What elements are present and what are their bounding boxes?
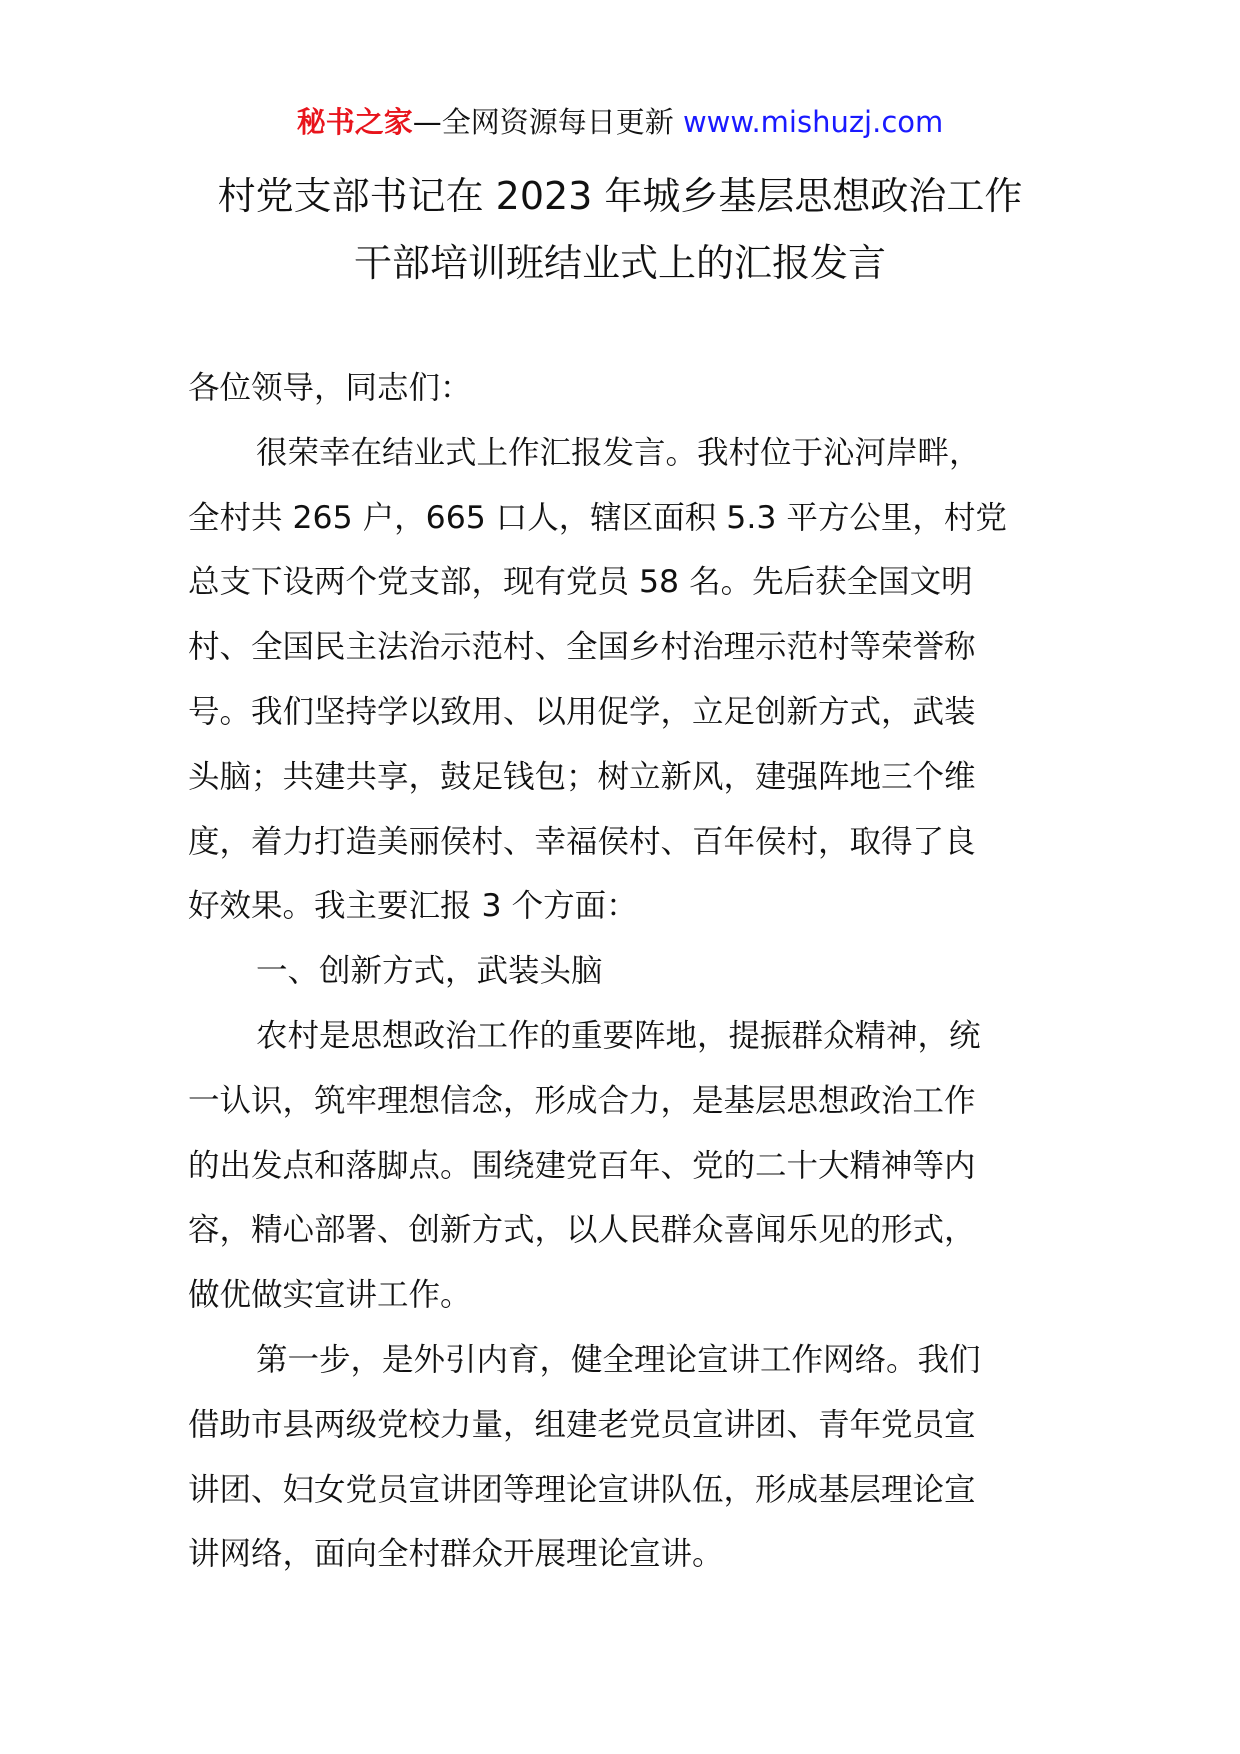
paragraph-line: 度，着力打造美丽侯村、幸福侯村、百年侯村，取得了良	[188, 823, 976, 860]
paragraph-line: 借助市县两级党校力量，组建老党员宣讲团、青年党员宣	[188, 1406, 976, 1443]
header-tagline: —全网资源每日更新	[412, 105, 683, 139]
salutation: 各位领导，同志们：	[188, 370, 472, 406]
paragraph-line: 讲团、妇女党员宣讲团等理论宣讲队伍，形成基层理论宣	[188, 1471, 976, 1508]
paragraph-line: 总支下设两个党支部，现有党员 58 名。先后获全国文明	[188, 564, 973, 601]
paragraph-line: 全村共 265 户，665 口人，辖区面积 5.3 平方公里，村党	[188, 499, 1007, 536]
paragraph-line: 的出发点和落脚点。围绕建党百年、党的二十大精神等内	[188, 1147, 976, 1184]
title-line-1: 村党支部书记在 2023 年城乡基层思想政治工作	[217, 174, 1023, 218]
paragraph-line: 讲网络，面向全村群众开展理论宣讲。	[188, 1536, 724, 1573]
document-title	[100, 163, 1140, 297]
paragraph-line: 头脑；共建共享，鼓足钱包；树立新风，建强阵地三个维	[188, 758, 976, 795]
paragraph-line: 农村是思想政治工作的重要阵地，提振群众精神，统	[256, 1017, 981, 1054]
paragraph-line: 做优做实宣讲工作。	[188, 1277, 472, 1314]
paragraph-line: 好效果。我主要汇报 3 个方面：	[188, 888, 638, 925]
paragraph-line: 一认识，筑牢理想信念，形成合力，是基层思想政治工作	[188, 1082, 976, 1119]
site-header	[0, 102, 1240, 142]
paragraph-line: 很荣幸在结业式上作汇报发言。我村位于沁河岸畔，	[256, 434, 981, 471]
paragraph-line: 村、全国民主法治示范村、全国乡村治理示范村等荣誉称	[188, 629, 976, 666]
document-body	[188, 356, 1058, 1587]
paragraph-line: 第一步，是外引内育，健全理论宣讲工作网络。我们	[256, 1341, 981, 1378]
title-line-2: 干部培训班结业式上的汇报发言	[353, 241, 886, 285]
paragraph-line: 号。我们坚持学以致用、以用促学，立足创新方式，武装	[188, 693, 976, 730]
section-heading: 一、创新方式，武装头脑	[256, 953, 603, 990]
brand-name: 秘书之家	[296, 105, 413, 139]
paragraph-line: 容，精心部署、创新方式，以人民群众喜闻乐见的形式，	[188, 1212, 976, 1249]
site-url-link[interactable]: www.mishuzj.com	[682, 105, 944, 139]
